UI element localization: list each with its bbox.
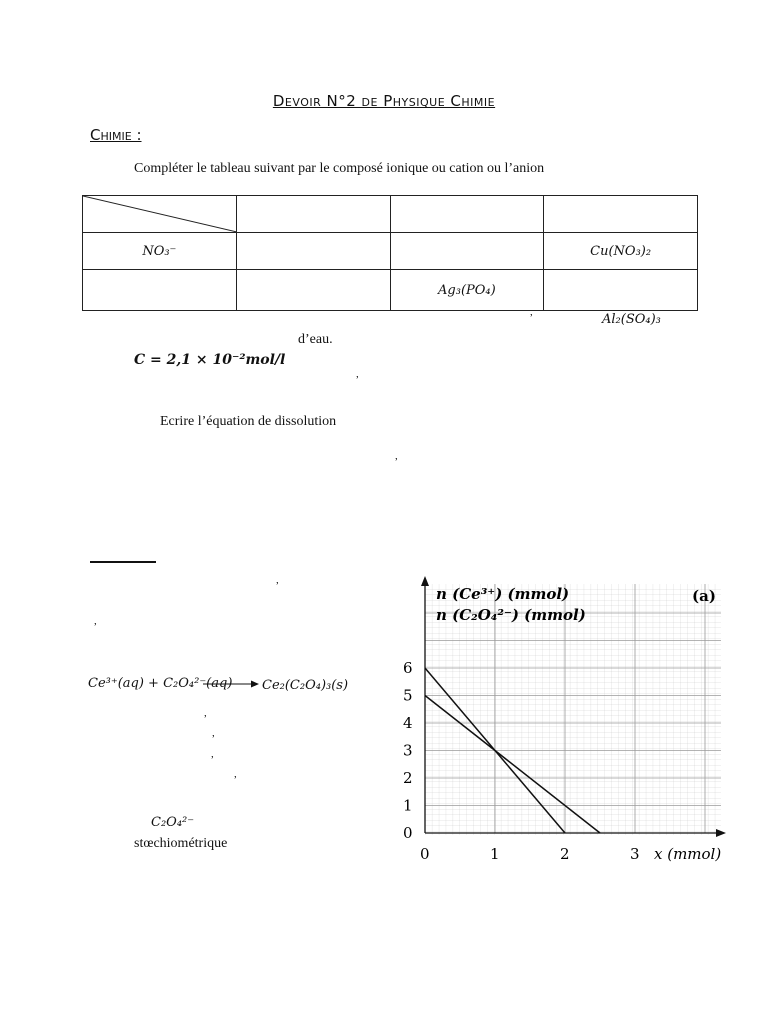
x-tick-label: 0: [420, 845, 430, 863]
y-tick-label: 5: [403, 686, 413, 705]
y-tick-label: 1: [403, 796, 413, 815]
comma-mark: ,: [204, 707, 207, 719]
y-axis-arrow: [421, 576, 429, 586]
y-axis-label-2: n (C₂O₄²⁻) (mmol): [436, 606, 586, 624]
comma-mark: ,: [212, 727, 215, 739]
table-cell: Cu(NO₃)₂: [544, 233, 698, 270]
table-row: [83, 233, 698, 270]
table-cell[interactable]: [390, 233, 544, 270]
diagonal-line: [83, 196, 237, 232]
table-cell[interactable]: [390, 196, 544, 233]
table-cell: Ag₃(PO₄): [390, 270, 544, 311]
section-heading: Chimie :: [90, 126, 142, 144]
x-tick-label: 1: [490, 845, 500, 863]
comma-mark: ,: [356, 368, 359, 380]
x-tick-label: 2: [560, 845, 570, 863]
comma-mark: ,: [395, 450, 398, 462]
section-underline: [90, 561, 156, 563]
x-axis-label: x (mmol): [654, 845, 722, 863]
aluminium-sulfate-formula: Al₂(SO₄)₃: [602, 312, 661, 327]
concentration-formula: C = 2,1 × 10⁻²mol/l: [134, 352, 286, 368]
comma-mark: ,: [234, 768, 237, 780]
y-axis-label-1: n (Ce³⁺) (mmol): [436, 585, 570, 603]
y-tick-label: 4: [403, 714, 413, 732]
dissolution-instruction: Ecrire l’équation de dissolution: [160, 414, 337, 429]
x-tick-label: 3: [630, 845, 640, 863]
comma-mark: ,: [530, 306, 533, 318]
panel-label: (a): [692, 587, 716, 605]
comma-mark: ,: [211, 748, 214, 760]
table-corner-cell: [83, 196, 237, 233]
table-cell[interactable]: [83, 270, 237, 311]
table-cell: NO₃⁻: [83, 233, 237, 270]
stoichiometric-text: stœchiométrique: [134, 836, 228, 851]
reaction-reactants: Ce³⁺(aq) + C₂O₄²⁻(aq): [88, 676, 233, 691]
page-title: Devoir N°2 de Physique Chimie: [272, 92, 496, 110]
table-row: [83, 270, 698, 311]
mole-chart: [400, 570, 730, 865]
y-tick-label: 0: [403, 824, 413, 842]
ion-table: [82, 195, 698, 311]
table-cell[interactable]: [544, 270, 698, 311]
y-tick-label: 6: [403, 659, 413, 677]
table-row: [83, 196, 698, 233]
instruction-text: Compléter le tableau suivant par le composé ionique ou cation ou l’anion: [134, 161, 545, 176]
y-tick-label: 3: [403, 741, 413, 760]
table-cell[interactable]: [236, 270, 390, 311]
table-cell[interactable]: [236, 196, 390, 233]
water-text: d’eau.: [298, 332, 333, 347]
comma-mark: ,: [94, 615, 97, 627]
table-cell[interactable]: [544, 196, 698, 233]
table-cell[interactable]: [236, 233, 390, 270]
oxalate-formula: C₂O₄²⁻: [151, 815, 195, 830]
reaction-arrow: [203, 678, 259, 690]
reaction-product: Ce₂(C₂O₄)₃(s): [262, 678, 349, 693]
comma-mark: ,: [276, 574, 279, 586]
y-tick-label: 2: [403, 769, 413, 787]
